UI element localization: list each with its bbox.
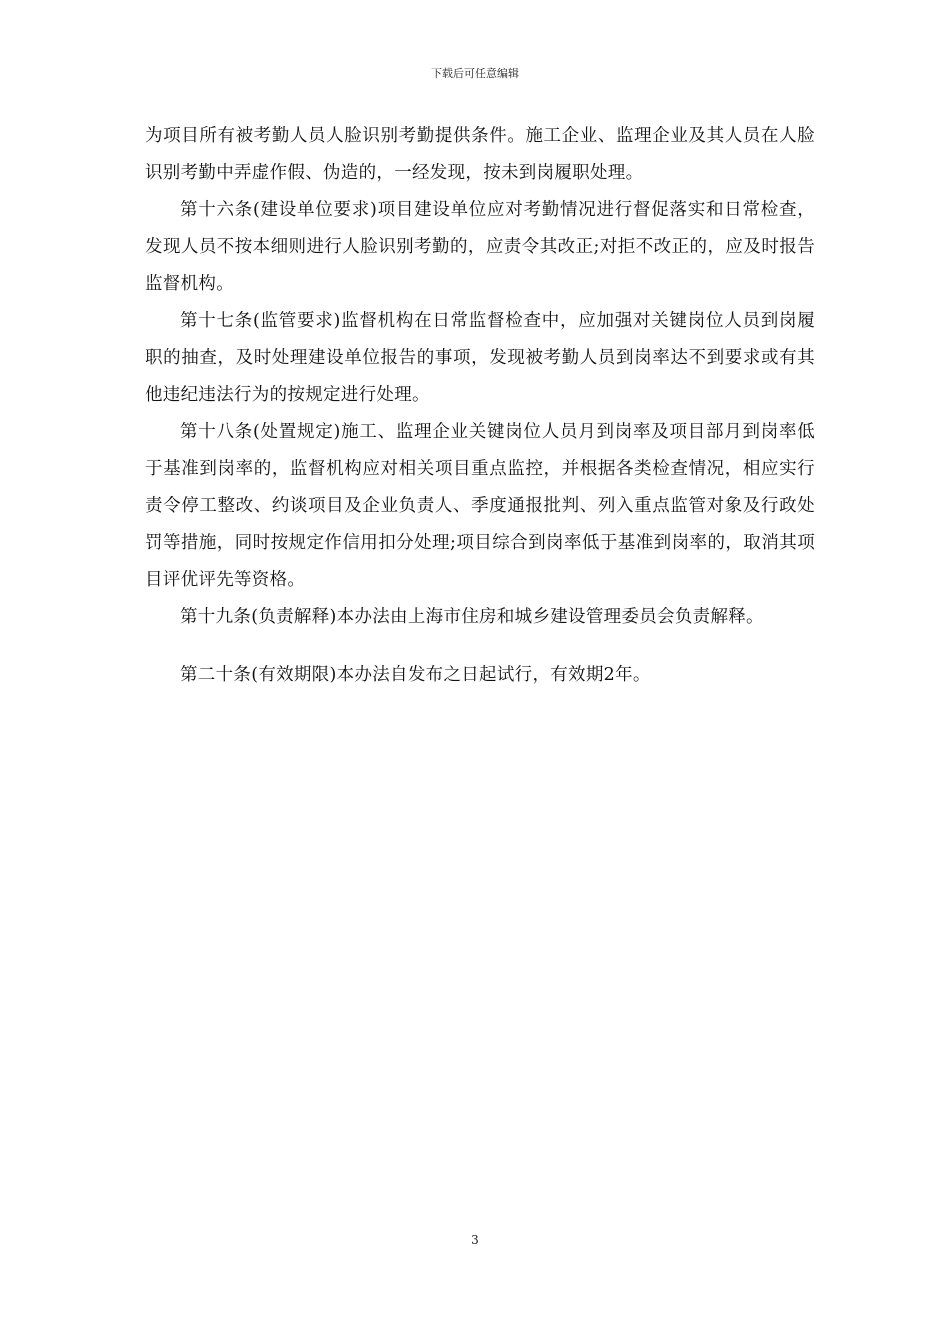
page-number: 3 (471, 1233, 479, 1247)
document-body (145, 118, 815, 694)
page-header: 下载后可任意编辑 (431, 67, 519, 80)
paragraph-article-16: 第十六条(建设单位要求)项目建设单位应对考勤情况进行督促落实和日常检查，发现人员不按本细则进行人脸识别考勤的，应责令其改正;对拒不改正的，应及时报告监督机构。 (145, 200, 815, 294)
paragraph-article-19: 第十九条(负责解释)本办法由上海市住房和城乡建设管理委员会负责解释。 (180, 607, 764, 627)
paragraph-article-17: 第十七条(监管要求)监督机构在日常监督检查中，应加强对关键岗位人员到岗履职的抽查，及时处理建设单位报告的事项，发现被考勤人员到岗率达不到要求或有其他违纪违法行为的按规定进行处理。 (145, 311, 815, 405)
paragraph-article-18: 第十八条(处置规定)施工、监理企业关键岗位人员月到岗率及项目部月到岗率低于基准到岗率的，监督机构应对相关项目重点监控，并根据各类检查情况，相应实行责令停工整改、约谈项目及企业负责人、季度通报批判、列入重点监管对象及行政处罚等措施，同时按规定作信用扣分处理;项目综合到岗率低于基准到岗率的，取消其项目评优评先等资格。 (145, 422, 815, 590)
paragraph-continuation: 为项目所有被考勤人员人脸识别考勤提供条件。施工企业、监理企业及其人员在人脸识别考勤中弄虚作假、伪造的，一经发现，按未到岗履职处理。 (145, 126, 815, 183)
paragraph-article-20: 第二十条(有效期限)本办法自发布之日起试行，有效期2年。 (180, 665, 651, 685)
